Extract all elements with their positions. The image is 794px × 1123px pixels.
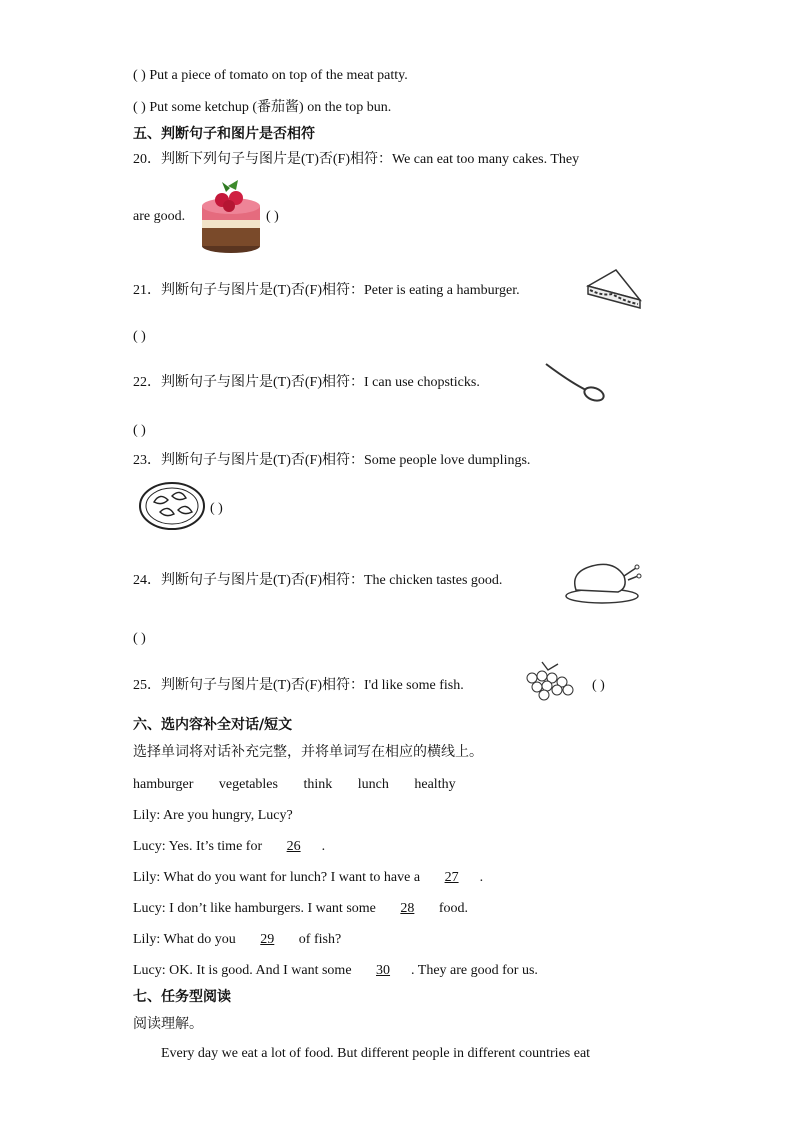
question-21: 21．判断句子与图片是(T)否(F)相符：Peter is eating a hamburger. <box>133 283 520 298</box>
section-6-instruction: 选择单词将对话补充完整，并将单词写在相应的横线上。 <box>133 744 483 760</box>
dumplings-image <box>138 480 206 537</box>
question-25: 25．判断句子与图片是(T)否(F)相符：I'd like some fish. <box>133 678 464 693</box>
cake-image <box>198 176 264 261</box>
blank-30[interactable]: 30 <box>376 963 391 978</box>
word-option: vegetables <box>218 777 278 792</box>
dialogue-text: food. <box>438 901 469 916</box>
dialogue-line-2 <box>133 838 325 856</box>
section-7-heading: 七、任务型阅读 <box>133 989 231 1005</box>
dialogue-text: of fish? <box>298 932 342 947</box>
dialogue-text: . They are good for us. <box>411 963 538 978</box>
instruction-text: Put some ketchup (番茄酱) on the top bun. <box>149 100 392 115</box>
dialogue-text: Lucy: OK. It is good. And I want some <box>133 963 352 978</box>
instruction-line-1 <box>133 67 408 85</box>
word-bank <box>133 776 478 794</box>
question-23: 23．判断句子与图片是(T)否(F)相符：Some people love dumplings. <box>133 453 531 468</box>
dialogue-line-1: Lily: Are you hungry, Lucy? <box>133 808 293 823</box>
question-25-answer: ( ) <box>592 678 605 693</box>
blank-28[interactable]: 28 <box>400 901 415 916</box>
instruction-line-2 <box>133 99 391 117</box>
dialogue-text: Lucy: I don’t like hamburgers. I want some <box>133 901 376 916</box>
blank-26[interactable]: 26 <box>286 839 301 854</box>
grapes-image <box>522 660 578 707</box>
spoon-image <box>540 358 612 413</box>
sandwich-image <box>582 266 644 319</box>
word-option: healthy <box>414 777 456 792</box>
blank-29[interactable]: 29 <box>260 932 275 947</box>
blank-27[interactable]: 27 <box>444 870 459 885</box>
dialogue-text: Lily: What do you <box>133 932 236 947</box>
question-20-answer: ( ) <box>266 209 279 224</box>
question-23-answer: ( ) <box>210 501 223 516</box>
dialogue-line-3 <box>133 869 483 887</box>
word-option: lunch <box>357 777 389 792</box>
section-6-heading: 六、选内容补全对话/短文 <box>133 717 293 733</box>
answer-paren: ( ) <box>133 68 146 83</box>
reading-passage: Every day we eat a lot of food. But different people in different countries eat <box>161 1046 591 1061</box>
dialogue-line-5 <box>133 931 341 949</box>
roast-chicken-image <box>562 554 642 611</box>
question-20-text: are good. <box>133 209 186 224</box>
question-22: 22．判断句子与图片是(T)否(F)相符：I can use chopsticks. <box>133 375 480 390</box>
section-7-instruction: 阅读理解。 <box>133 1016 203 1032</box>
question-24-answer: ( ) <box>133 631 146 646</box>
question-24: 24．判断句子与图片是(T)否(F)相符：The chicken tastes good. <box>133 573 503 588</box>
question-22-answer: ( ) <box>133 423 146 438</box>
dialogue-line-4 <box>133 900 468 918</box>
question-20-line-2 <box>133 208 185 226</box>
section-5-heading: 五、判断句子和图片是否相符 <box>133 126 315 142</box>
question-20-line-1: 20．判断下列句子与图片是(T)否(F)相符：We can eat too many cakes. They <box>133 152 580 167</box>
question-21-answer: ( ) <box>133 329 146 344</box>
answer-paren: ( ) <box>133 100 146 115</box>
dialogue-text: Lucy: Yes. It’s time for <box>133 839 263 854</box>
word-option: hamburger <box>133 777 194 792</box>
word-option: think <box>303 777 333 792</box>
dialogue-text: . <box>321 839 326 854</box>
dialogue-line-6 <box>133 962 538 980</box>
dialogue-text: . <box>479 870 484 885</box>
dialogue-text: Lily: What do you want for lunch? I want to have a <box>133 870 421 885</box>
instruction-text: Put a piece of tomato on top of the meat patty. <box>149 68 408 83</box>
